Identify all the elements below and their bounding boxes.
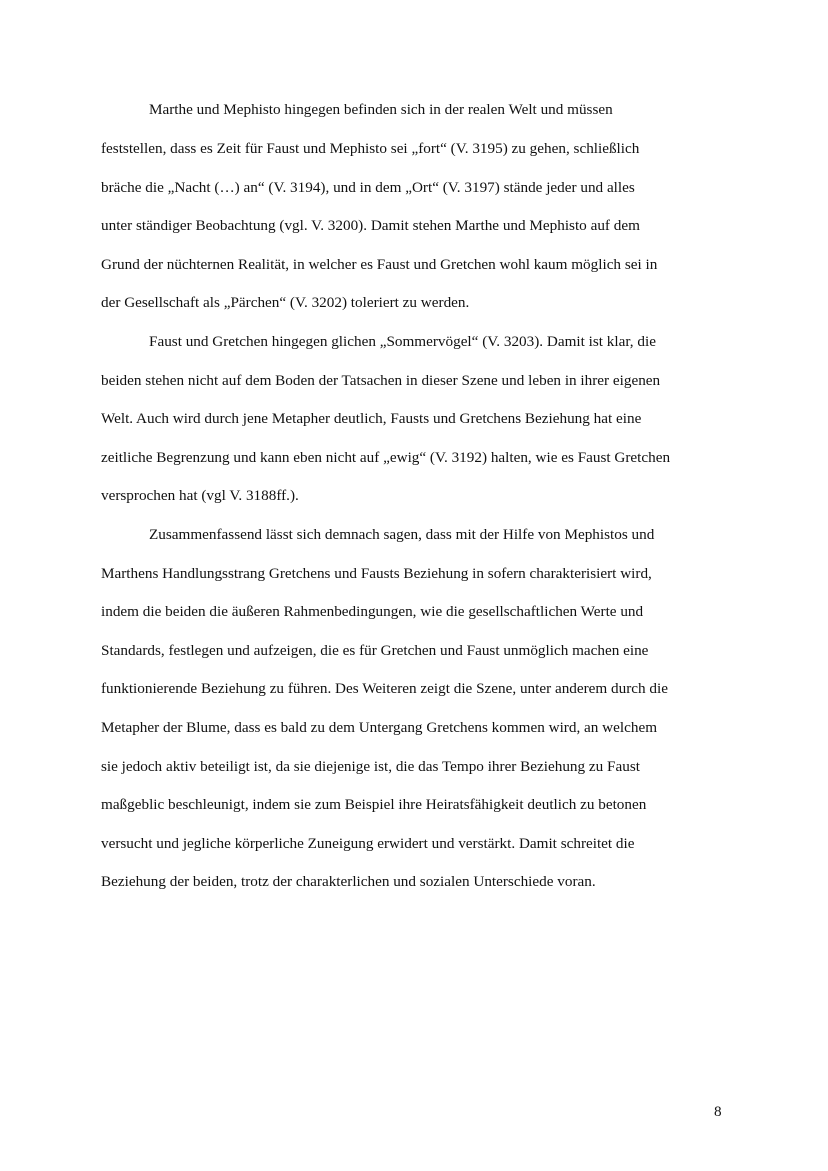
text-line: zeitliche Begrenzung und kann eben nicht auf „ewig“ (V. 3192) halten, wie es Faust Gretchen — [101, 449, 671, 466]
text-line: der Gesellschaft als „Pärchen“ (V. 3202) toleriert zu werden. — [101, 294, 470, 311]
text-line: Welt. Auch wird durch jene Metapher deutlich, Fausts und Gretchens Beziehung hat eine — [101, 410, 642, 427]
text-line: Faust und Gretchen hingegen glichen „Sommervögel“ (V. 3203). Damit ist klar, die — [149, 333, 656, 350]
text-line: unter ständiger Beobachtung (vgl. V. 3200). Damit stehen Marthe und Mephisto auf dem — [101, 217, 640, 234]
text-line: Standards, festlegen und aufzeigen, die es für Gretchen und Faust unmöglich machen eine — [101, 642, 649, 659]
text-line: sie jedoch aktiv beteiligt ist, da sie diejenige ist, die das Tempo ihrer Beziehung zu Faust — [101, 758, 640, 775]
text-line: Grund der nüchternen Realität, in welcher es Faust und Gretchen wohl kaum möglich sei in — [101, 256, 658, 273]
text-line: maßgeblic beschleunigt, indem sie zum Beispiel ihre Heiratsfähigkeit deutlich zu betonen — [101, 796, 647, 813]
text-line: Marthens Handlungsstrang Gretchens und Fausts Beziehung in sofern charakterisiert wird, — [101, 565, 652, 582]
text-line: versucht und jegliche körperliche Zuneigung erwidert und verstärkt. Damit schreitet die — [101, 835, 635, 852]
text-line: indem die beiden die äußeren Rahmenbedingungen, wie die gesellschaftlichen Werte und — [101, 603, 644, 620]
text-line: funktionierende Beziehung zu führen. Des Weiteren zeigt die Szene, unter anderem durch die — [101, 680, 668, 697]
text-line: Metapher der Blume, dass es bald zu dem Untergang Gretchens kommen wird, an welchem — [101, 719, 658, 736]
page-number: 8 — [714, 1103, 722, 1120]
text-line: Beziehung der beiden, trotz der charakterlichen und sozialen Unterschiede voran. — [101, 873, 596, 890]
text-line: versprochen hat (vgl V. 3188ff.). — [101, 487, 299, 504]
text-line: bräche die „Nacht (…) an“ (V. 3194), und in dem „Ort“ (V. 3197) stände jeder und alles — [101, 179, 635, 196]
text-line: feststellen, dass es Zeit für Faust und Mephisto sei „fort“ (V. 3195) zu gehen, schließlich — [101, 140, 640, 157]
text-line: Zusammenfassend lässt sich demnach sagen, dass mit der Hilfe von Mephistos und — [149, 526, 655, 543]
text-line: beiden stehen nicht auf dem Boden der Tatsachen in dieser Szene und leben in ihrer eigenen — [101, 372, 661, 389]
text-line: Marthe und Mephisto hingegen befinden sich in der realen Welt und müssen — [149, 101, 613, 118]
